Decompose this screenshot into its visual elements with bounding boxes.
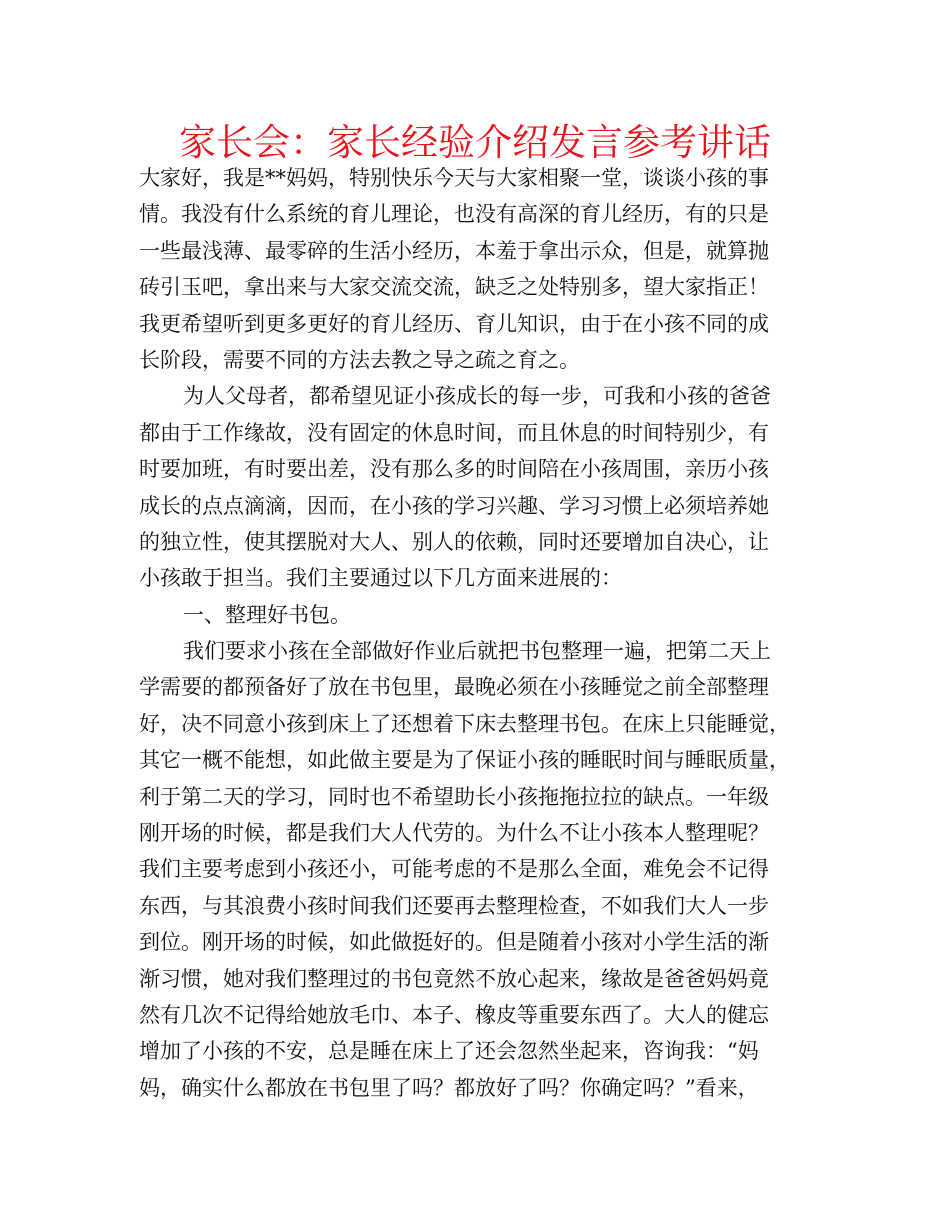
text-line: 增加了小孩的不安，总是睡在床上了还会忽然坐起来，咨询我：“妈: [139, 1039, 759, 1064]
text-line: 小孩敢于担当。我们主要通过以下几方面来进展的：: [139, 566, 622, 591]
text-line: 的独立性，使其摆脱对大人、别人的依赖，同时还要增加自决心，让: [139, 529, 769, 554]
text-line: 一些最浅薄、最零碎的生活小经历，本羞于拿出示众，但是，就算抛: [139, 238, 769, 263]
text-line: 我们要求小孩在全部做好作业后就把书包整理一遍，把第二天上: [183, 639, 771, 664]
paragraph: [139, 633, 811, 1106]
text-line: 刚开场的时候，都是我们大人代劳的。为什么不让小孩本人整理呢？: [139, 821, 769, 846]
document-body: [139, 160, 811, 1106]
text-line: 情。我没有什么系统的育儿理论，也没有高深的育儿经历，有的只是: [139, 202, 769, 227]
text-line: 学需要的都预备好了放在书包里，最晚必须在小孩睡觉之前全部整理: [139, 675, 769, 700]
text-line: 为人父母者，都希望见证小孩成长的每一步，可我和小孩的爸爸: [183, 384, 771, 409]
document-title: 家长会：家长经验介绍发言参考讲话: [179, 121, 771, 164]
text-line: 时要加班，有时要出差，没有那么多的时间陪在小孩周围，亲历小孩: [139, 457, 769, 482]
text-line: 渐习惯，她对我们整理过的书包竟然不放心起来，缘故是爸爸妈妈竟: [139, 966, 769, 991]
text-line: 砖引玉吧，拿出来与大家交流交流，缺乏之处特别多，望大家指正！: [139, 275, 769, 300]
text-line: 东西，与其浪费小孩时间我们还要再去整理检查，不如我们大人一步: [139, 893, 769, 918]
text-line: 妈，确实什么都放在书包里了吗？都放好了吗？你确定吗？”看来，: [139, 1075, 759, 1100]
text-line: 大家好，我是**妈妈，特别快乐今天与大家相聚一堂，谈谈小孩的事: [139, 166, 769, 190]
text-line: 一、整理好书包。: [183, 602, 351, 627]
text-line: 长阶段，需要不同的方法去教之导之疏之育之。: [139, 347, 580, 372]
text-line: 成长的点点滴滴，因而，在小孩的学习兴趣、学习习惯上必须培养她: [139, 493, 769, 518]
paragraph: [139, 378, 811, 596]
text-line: 我们主要考虑到小孩还小，可能考虑的不是那么全面，难免会不记得: [139, 857, 769, 882]
text-line: 我更希望听到更多更好的育儿经历、育儿知识，由于在小孩不同的成: [139, 311, 769, 336]
text-line: 其它一概不能想，如此做主要是为了保证小孩的睡眠时间与睡眠质量，: [139, 748, 790, 773]
text-line: 利于第二天的学习，同时也不希望助长小孩拖拖拉拉的缺点。一年级: [139, 784, 769, 809]
text-line: 都由于工作缘故，没有固定的休息时间，而且休息的时间特别少，有: [139, 420, 769, 445]
text-line: 好，决不同意小孩到床上了还想着下床去整理书包。在床上只能睡觉，: [139, 711, 790, 736]
text-line: 到位。刚开场的时候，如此做挺好的。但是随着小孩对小学生活的渐: [139, 930, 769, 955]
paragraph: [139, 597, 811, 633]
text-line: 然有几次不记得给她放毛巾、本子、橡皮等重要东西了。大人的健忘: [139, 1002, 769, 1027]
paragraph: [139, 160, 811, 378]
